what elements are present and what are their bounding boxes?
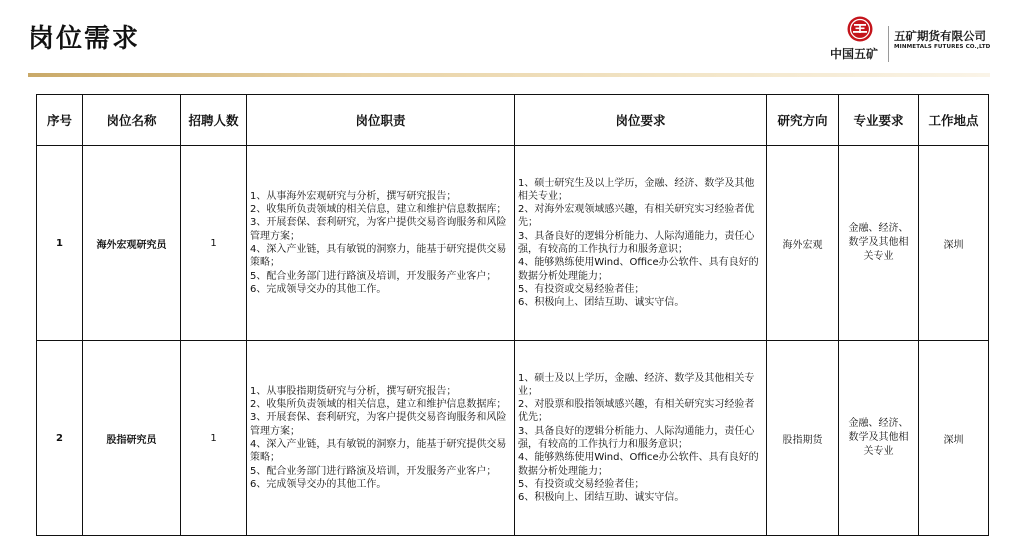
table-row [37, 146, 989, 341]
table-row [37, 341, 989, 536]
requirement-item: 5、有投资或交易经验者佳； [518, 478, 645, 490]
duty-item: 5、配合业务部门进行路演及培训，开发服务产业客户； [250, 465, 497, 477]
requirement-item: 2、对海外宏观领域感兴趣，有相关研究实习经验者优先； [518, 204, 755, 229]
header-location: 工作地点 [919, 95, 989, 146]
duty-item: 6、完成领导交办的其他工作。 [250, 283, 387, 295]
logo-en: MINMETALS FUTURES CO.,LTD [894, 44, 991, 50]
requirement-item: 4、能够熟练使用Wind、Office办公软件、具有良好的数据分析处理能力； [518, 257, 759, 282]
page-title: 岗位需求 [28, 24, 141, 54]
duty-item: 3、开展套保、套利研究，为客户提供交易咨询服务和风险管理方案； [250, 412, 507, 437]
table-header-row [37, 95, 989, 146]
requirement-item: 1、硕士研究生及以上学历，金融、经济、数学及其他相关专业； [518, 177, 755, 202]
job-table-wrapper [36, 94, 989, 536]
row-location: 深圳 [919, 146, 989, 341]
logo-cn-right: 五矿期货有限公司 [894, 29, 986, 43]
requirement-item: 3、具备良好的逻辑分析能力、人际沟通能力，责任心强，有较高的工作执行力和服务意识； [518, 425, 755, 450]
requirement-item: 2、对股票和股指领域感兴趣，有相关研究实习经验者优先； [518, 399, 755, 424]
row-major: 金融、经济、数学及其他相关专业 [839, 341, 919, 536]
header-duties: 岗位职责 [247, 95, 515, 146]
row-duties [247, 341, 515, 536]
header-title: 岗位名称 [83, 95, 181, 146]
duty-item: 6、完成领导交办的其他工作。 [250, 478, 387, 490]
row-requirements [515, 341, 767, 536]
job-table [36, 94, 989, 536]
row-direction: 股指期货 [767, 341, 839, 536]
row-index: 1 [37, 146, 83, 341]
row-requirements [515, 146, 767, 341]
row-location: 深圳 [919, 341, 989, 536]
row-title: 海外宏观研究员 [83, 146, 181, 341]
header-major: 专业要求 [839, 95, 919, 146]
logo-cn-left: 中国五矿 [830, 47, 879, 61]
logo-divider [888, 26, 889, 62]
duty-item: 5、配合业务部门进行路演及培训，开发服务产业客户； [250, 270, 497, 282]
row-count: 1 [181, 146, 247, 341]
row-title: 股指研究员 [83, 341, 181, 536]
duty-item: 4、深入产业链，具有敏锐的洞察力，能基于研究提供交易策略； [250, 439, 507, 464]
row-major: 金融、经济、数学及其他相关专业 [839, 146, 919, 341]
requirement-item: 5、有投资或交易经验者佳； [518, 283, 645, 295]
header-direction: 研究方向 [767, 95, 839, 146]
requirement-item: 3、具备良好的逻辑分析能力、人际沟通能力，责任心强，有较高的工作执行力和服务意识； [518, 230, 755, 255]
row-duties [247, 146, 515, 341]
header-count: 招聘人数 [181, 95, 247, 146]
duty-item: 1、从事海外宏观研究与分析，撰写研究报告； [250, 190, 457, 202]
header-divider [28, 73, 990, 77]
duty-item: 2、收集所负责领域的相关信息，建立和维护信息数据库； [250, 204, 507, 216]
requirement-item: 6、积极向上、团结互助、诚实守信。 [518, 492, 685, 504]
minmetals-emblem-icon [847, 16, 873, 42]
row-direction: 海外宏观 [767, 146, 839, 341]
duty-item: 2、收集所负责领域的相关信息，建立和维护信息数据库； [250, 399, 507, 411]
duty-item: 3、开展套保、套利研究，为客户提供交易咨询服务和风险管理方案； [250, 217, 507, 242]
duty-item: 1、从事股指期货研究与分析，撰写研究报告； [250, 385, 457, 397]
header-index: 序号 [37, 95, 83, 146]
row-count: 1 [181, 341, 247, 536]
header-requirements: 岗位要求 [515, 95, 767, 146]
company-logo [830, 16, 1000, 64]
duty-item: 4、深入产业链，具有敏锐的洞察力，能基于研究提供交易策略； [250, 244, 507, 269]
requirement-item: 4、能够熟练使用Wind、Office办公软件、具有良好的数据分析处理能力； [518, 452, 759, 477]
requirement-item: 1、硕士及以上学历，金融、经济、数学及其他相关专业； [518, 372, 755, 397]
requirement-item: 6、积极向上、团结互助、诚实守信。 [518, 297, 685, 309]
row-index: 2 [37, 341, 83, 536]
